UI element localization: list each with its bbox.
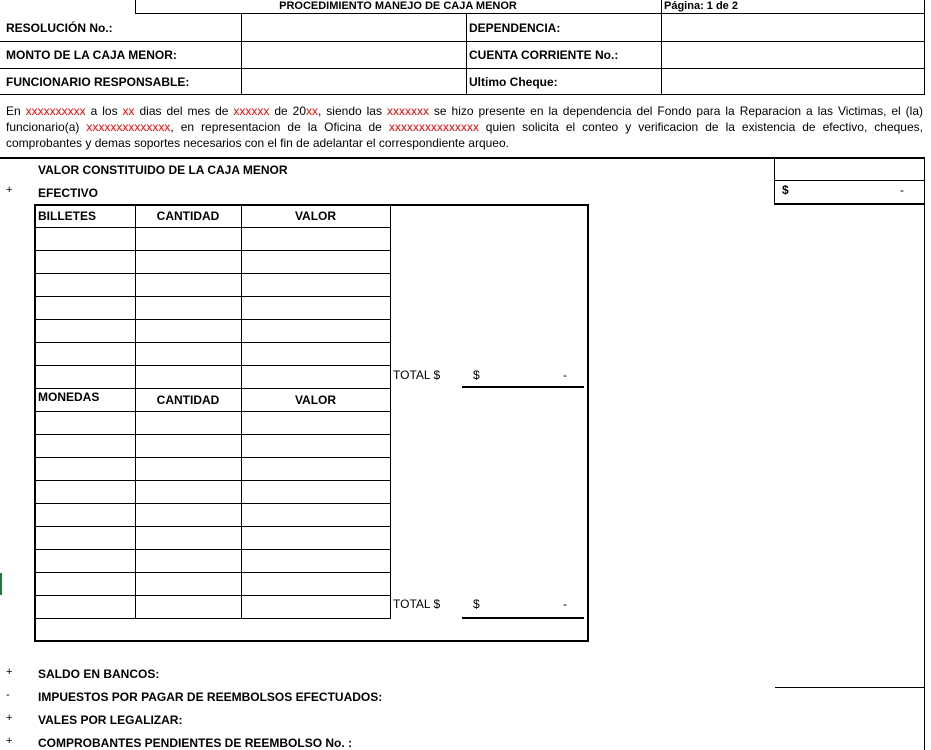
- dependencia-label: DEPENDENCIA:: [469, 21, 561, 35]
- efectivo-sign: +: [6, 184, 13, 196]
- cuenta-field[interactable]: [662, 42, 924, 68]
- placeholder-dia[interactable]: xx: [122, 104, 135, 118]
- billetes-total-underline: [462, 386, 584, 388]
- billetes-valor-header: VALOR: [294, 209, 337, 223]
- impuestos-label: IMPUESTOS POR PAGAR DE REEMBOLSOS EFECTUADOS:: [38, 690, 383, 704]
- monedas-cantidad-header: CANTIDAD: [156, 393, 220, 407]
- saldo-bancos-label: SALDO EN BANCOS:: [38, 667, 160, 681]
- document-title: PROCEDIMIENTO MANEJO DE CAJA MENOR: [279, 0, 517, 12]
- para-text: se hizo presente en la dependencia del Fondo para la Reparacion a las Victimas, el (la) funcionario(a): [6, 104, 924, 134]
- resolucion-label: RESOLUCIÓN No.:: [6, 21, 113, 35]
- saldo-sign: +: [6, 666, 13, 678]
- cuenta-label: CUENTA CORRIENTE No.:: [469, 48, 619, 62]
- para-text: , siendo las: [318, 104, 387, 118]
- monto-field[interactable]: [242, 42, 466, 68]
- monedas-valor-header: VALOR: [294, 393, 337, 407]
- dependencia-field[interactable]: [662, 14, 924, 41]
- para-text: a los: [85, 104, 123, 118]
- efectivo-value[interactable]: -: [900, 183, 904, 197]
- selection-marker: [0, 573, 2, 595]
- para-text: de 20: [269, 104, 307, 118]
- placeholder-mes[interactable]: xxxxxx: [233, 104, 270, 118]
- placeholder-oficina[interactable]: xxxxxxxxxxxxxxx: [388, 120, 479, 134]
- vales-sign: +: [6, 712, 13, 724]
- placeholder-fecha[interactable]: xxxxxxxxxx: [25, 104, 86, 118]
- monedas-total-label: TOTAL $: [393, 597, 441, 611]
- ultimo-cheque-label: Ultimo Cheque:: [469, 75, 558, 89]
- monto-label: MONTO DE LA CAJA MENOR:: [6, 48, 177, 62]
- billetes-cantidad-header: CANTIDAD: [156, 209, 220, 223]
- resolucion-field[interactable]: [242, 14, 466, 41]
- vales-label: VALES POR LEGALIZAR:: [38, 713, 183, 727]
- efectivo-box: [34, 204, 589, 642]
- comprobantes-label: COMPROBANTES PENDIENTES DE REEMBOLSO No. :: [38, 736, 353, 750]
- comprobantes-sign: +: [6, 735, 13, 747]
- efectivo-label: EFECTIVO: [38, 186, 99, 200]
- monedas-header: MONEDAS: [38, 390, 100, 404]
- section-divider: [0, 157, 925, 159]
- funcionario-field[interactable]: [242, 69, 466, 94]
- placeholder-funcionario[interactable]: xxxxxxxxxxxxxx: [86, 120, 171, 134]
- monedas-total-value[interactable]: -: [563, 597, 567, 611]
- funcionario-label: FUNCIONARIO RESPONSABLE:: [6, 75, 190, 89]
- para-text: En: [6, 104, 26, 118]
- billetes-total-value[interactable]: -: [563, 368, 567, 382]
- valor-constituido-label: VALOR CONSTITUIDO DE LA CAJA MENOR: [38, 163, 288, 177]
- placeholder-hora[interactable]: xxxxxxx: [386, 104, 429, 118]
- efectivo-currency: $: [782, 183, 789, 197]
- billetes-total-currency: $: [473, 368, 480, 382]
- para-text: , en representacion de la Oficina de: [170, 120, 389, 134]
- para-text: dias del mes de: [134, 104, 234, 118]
- impuestos-sign: -: [6, 689, 10, 701]
- monedas-total-currency: $: [473, 597, 480, 611]
- acta-paragraph: [6, 103, 923, 151]
- billetes-header: BILLETES: [38, 209, 97, 223]
- para-text: quien solicita el conteo y verificacion de la existencia de efectivo, cheques, comprobantes y demas soportes necesarios con el fin de adelantar el correspondiente arqueo.: [6, 120, 923, 150]
- ultimo-cheque-field[interactable]: [662, 69, 924, 94]
- billetes-total-label: TOTAL $: [393, 368, 441, 382]
- page-indicator: Página: 1 de 2: [664, 0, 738, 12]
- monedas-total-underline: [462, 617, 584, 619]
- placeholder-anio[interactable]: xx: [306, 104, 319, 118]
